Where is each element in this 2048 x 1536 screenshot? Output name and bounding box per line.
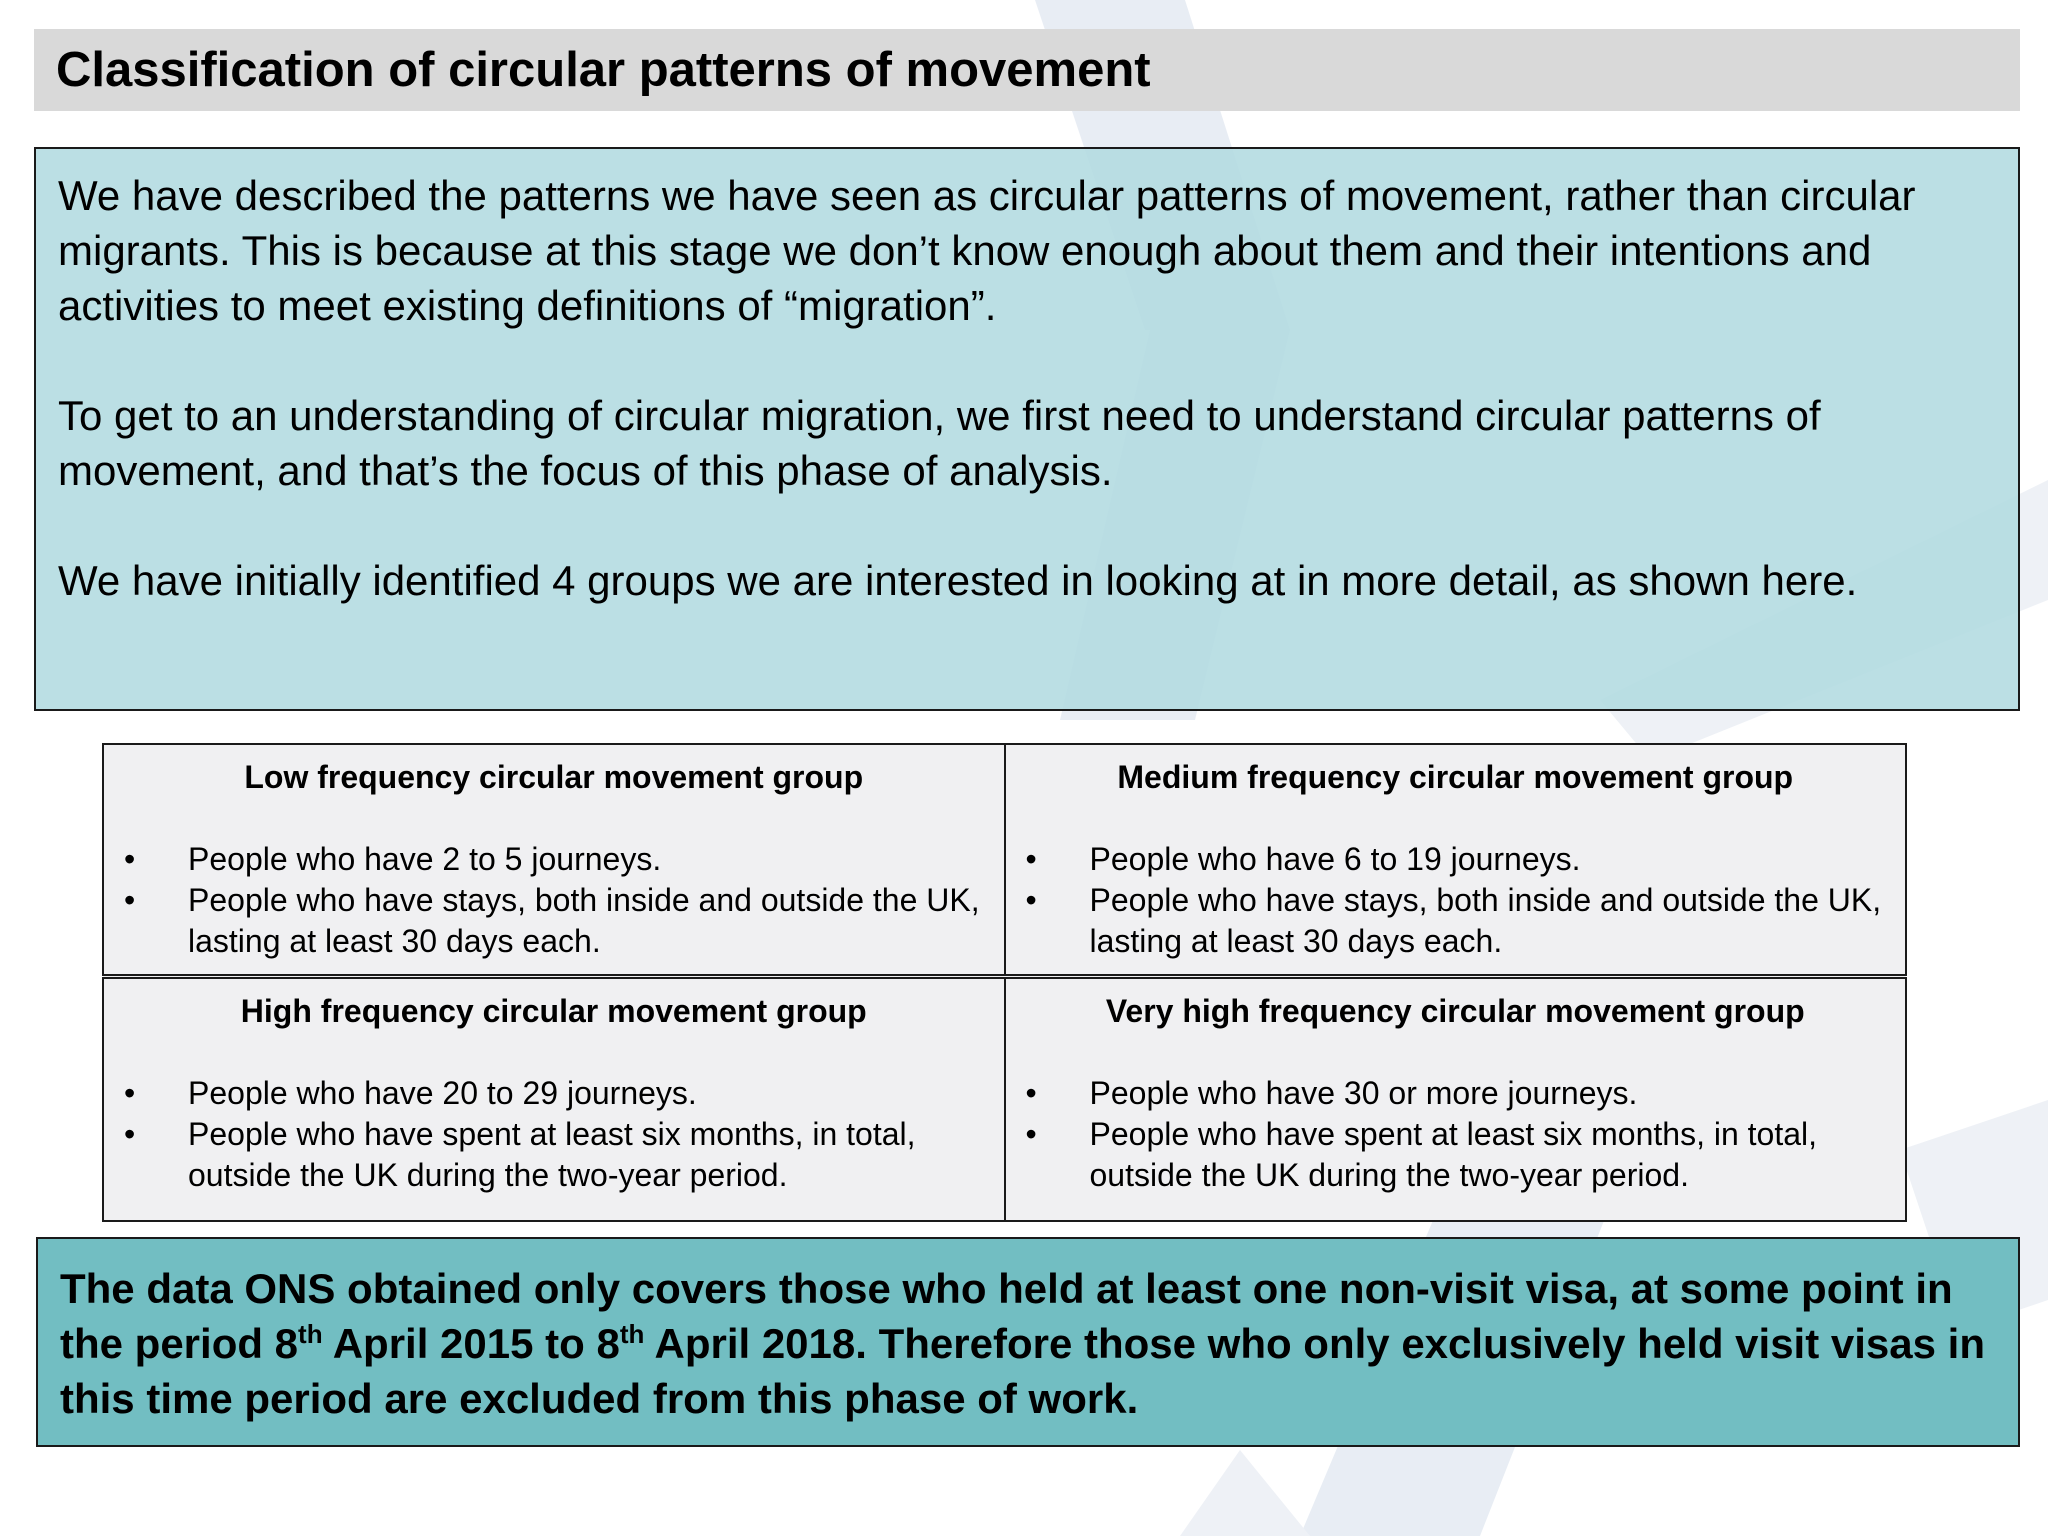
list-item-text: People who have spent at least six months, in total, outside the UK during the two-year period.: [188, 1116, 916, 1193]
list-item-text: People who have spent at least six months, in total, outside the UK during the two-year period.: [1089, 1116, 1818, 1193]
ordinal-suffix: th: [619, 1319, 645, 1349]
bullet-icon: •: [1025, 1075, 1037, 1111]
list-item: [124, 1073, 984, 1114]
page-title: Classification of circular patterns of movement: [56, 43, 1151, 97]
bullet-icon: •: [124, 1075, 136, 1111]
table-row: [103, 744, 1906, 977]
group-title: Medium frequency circular movement group: [1117, 759, 1794, 795]
bullet-icon: •: [124, 841, 136, 877]
list-item-text: People who have stays, both inside and outside the UK, lasting at least 30 days each.: [1089, 882, 1882, 959]
intro-paragraph-3: We have initially identified 4 groups we are interested in looking at in more detail, as shown here.: [58, 557, 1858, 604]
bullet-icon: •: [1025, 1116, 1037, 1152]
group-cell-medium: [1005, 744, 1907, 977]
group-title: Very high frequency circular movement group: [1105, 993, 1805, 1029]
note-text: [60, 1261, 1996, 1426]
group-cell-high: [103, 977, 1005, 1221]
list-item-text: People who have 6 to 19 journeys.: [1089, 841, 1581, 877]
group-criteria-list: [1026, 1073, 1886, 1196]
groups-table: [102, 743, 1907, 1222]
group-criteria-list: [1026, 839, 1886, 962]
list-item: [1026, 880, 1886, 962]
group-cell-low: [103, 744, 1005, 977]
list-item: [124, 880, 984, 962]
group-title: Low frequency circular movement group: [244, 759, 864, 795]
note-text-part: April 2015 to 8: [322, 1320, 620, 1367]
note-text-part: April 2018. Therefore those who only exclusively held visit visas in this time period are excluded from this phase of work.: [60, 1320, 1985, 1422]
data-coverage-note: [36, 1237, 2020, 1447]
group-title: High frequency circular movement group: [240, 993, 867, 1029]
list-item: [124, 1114, 984, 1196]
bullet-icon: •: [124, 882, 136, 918]
list-item-text: People who have 20 to 29 journeys.: [188, 1075, 697, 1111]
group-cell-very-high: [1005, 977, 1907, 1221]
intro-box: [34, 147, 2020, 711]
note-text-part: The data ONS obtained only covers those who held at least one non-visit visa, at some point in the period 8: [60, 1265, 1953, 1367]
group-criteria-list: [124, 1073, 984, 1196]
list-item: [1026, 1073, 1886, 1114]
intro-paragraph-2: To get to an understanding of circular migration, we first need to understand circular patterns of movement, and that’s the focus of this phase of analysis.: [58, 392, 1821, 494]
list-item: [1026, 839, 1886, 880]
list-item: [1026, 1114, 1886, 1196]
bullet-icon: •: [124, 1116, 136, 1152]
table-row: [103, 977, 1906, 1221]
intro-paragraph-1: We have described the patterns we have seen as circular patterns of movement, rather than circular migrants. This is because at this stage we don’t know enough about them and their intentions and activities to meet existing definitions of “migration”.: [58, 172, 1916, 329]
list-item-text: People who have 30 or more journeys.: [1089, 1075, 1638, 1111]
ordinal-suffix: th: [298, 1319, 323, 1349]
list-item-text: People who have 2 to 5 journeys.: [188, 841, 662, 877]
title-bar: [34, 29, 2020, 111]
group-criteria-list: [124, 839, 984, 962]
bullet-icon: •: [1025, 841, 1037, 877]
bullet-icon: •: [1025, 882, 1037, 918]
list-item: [124, 839, 984, 880]
list-item-text: People who have stays, both inside and outside the UK, lasting at least 30 days each.: [188, 882, 980, 959]
